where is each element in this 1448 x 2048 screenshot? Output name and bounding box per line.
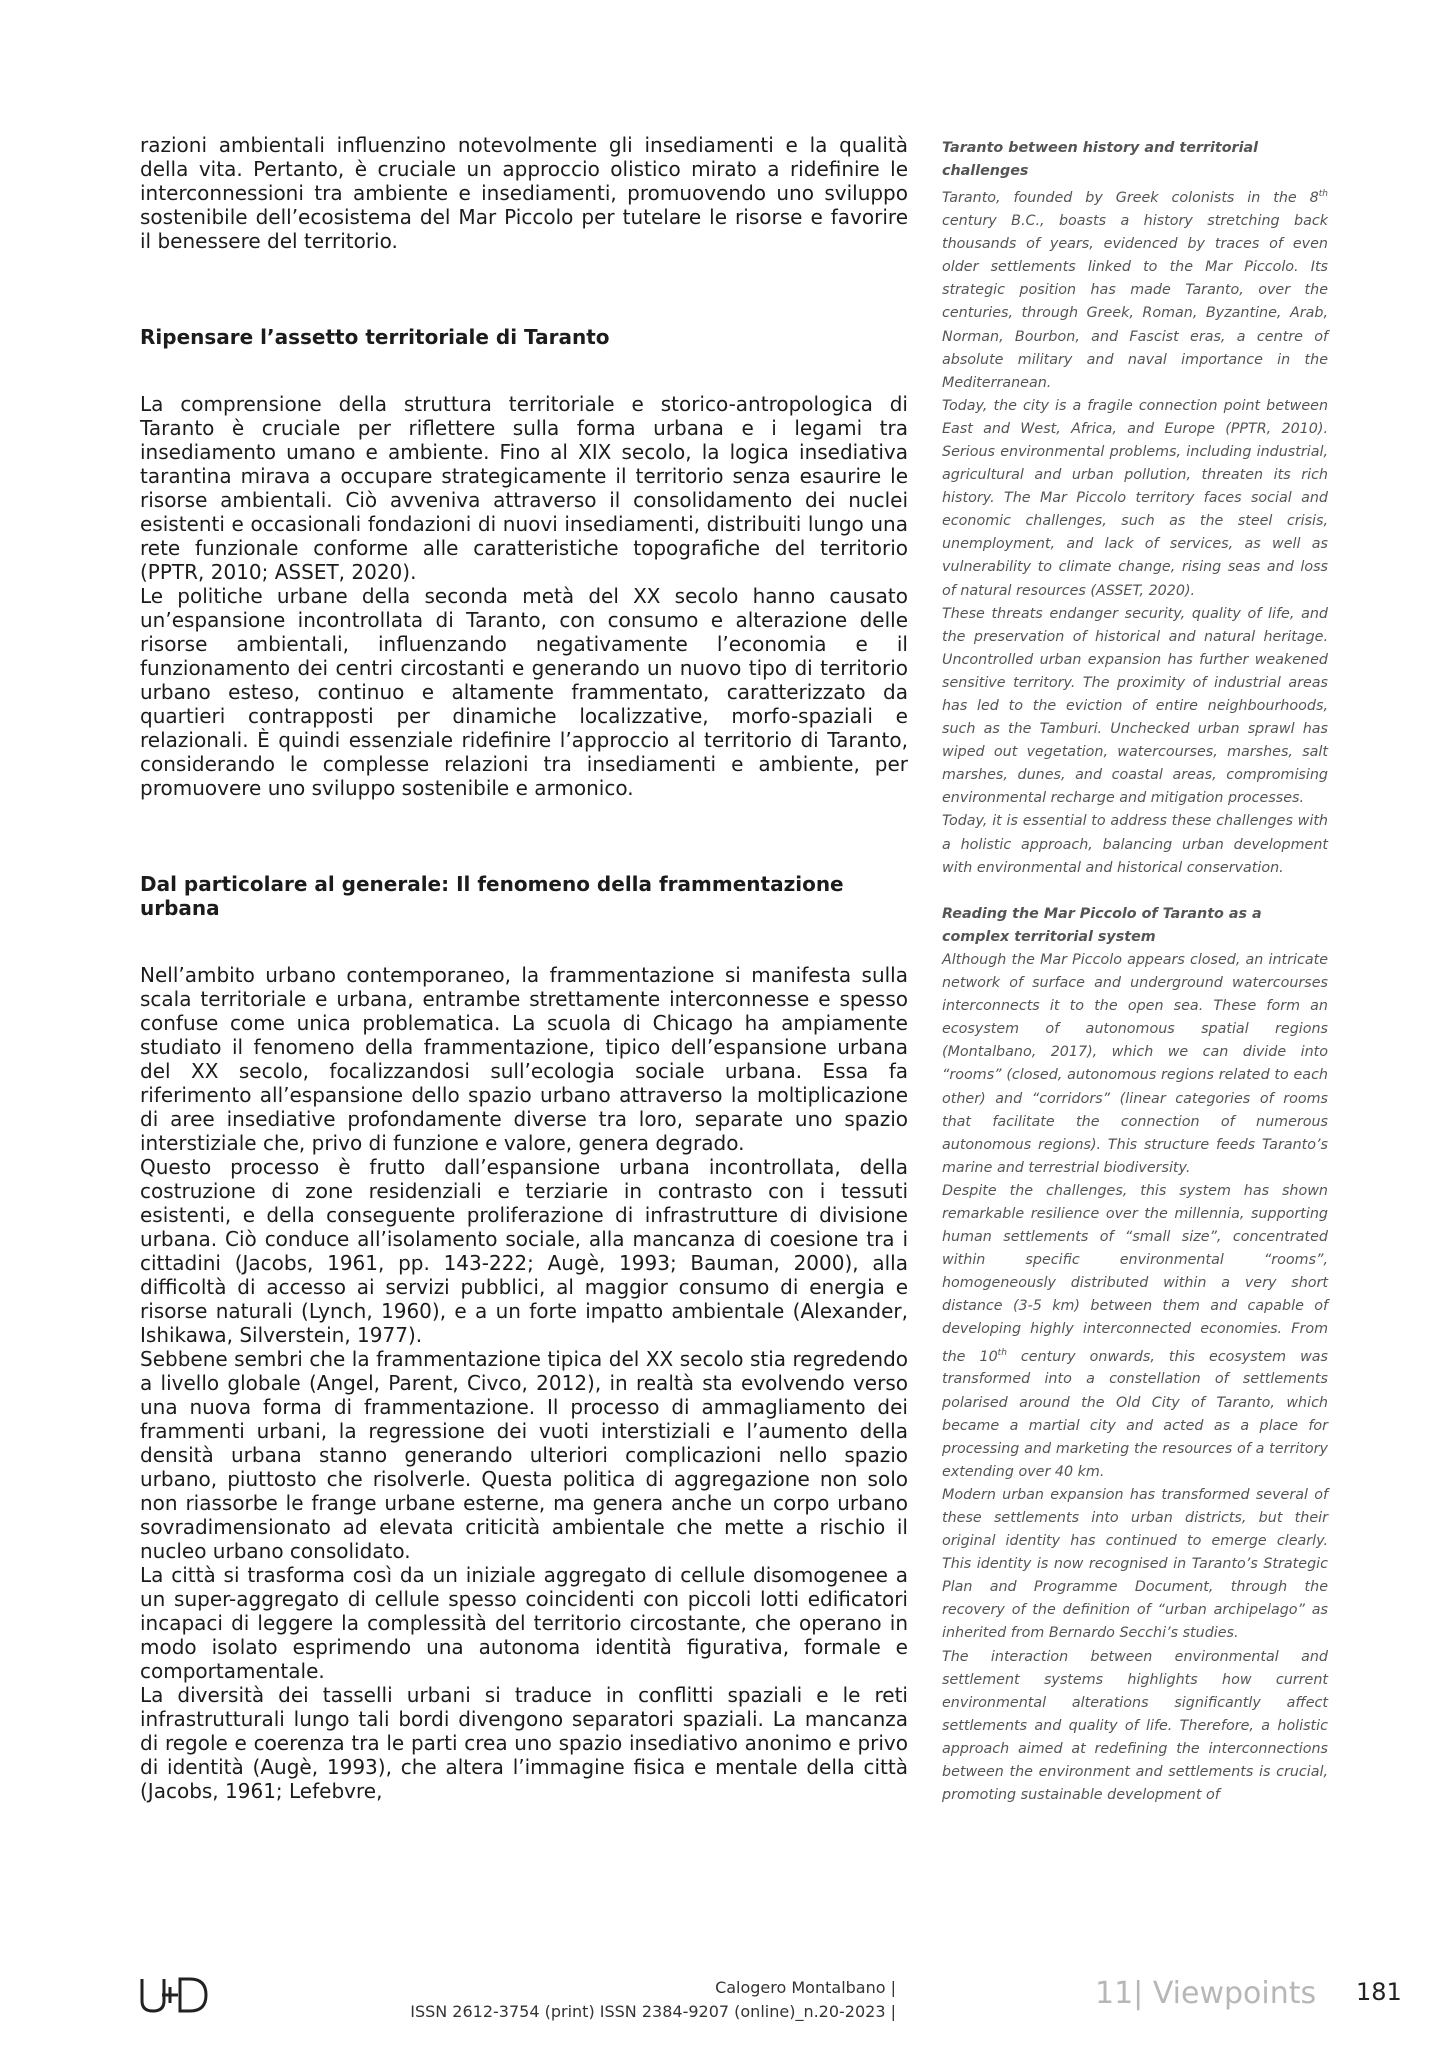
side-paragraph: The interaction between environmental and settlement systems highlights how current environmental alterations significantly affect settlements and quality of life. Therefore, a holistic approach aimed at redefining the interconnections between the environment and settlements is crucial, promoting sustainable development of xyxy=(942,1648,1328,1804)
side-heading-mar-piccolo: Reading the Mar Piccolo of Taranto as a complex territorial system xyxy=(942,905,1262,945)
footer-author: Calogero Montalbano | xyxy=(715,1978,896,1997)
side-column-english xyxy=(942,137,1328,1807)
main-paragraph: La comprensione della struttura territoriale e storico-antropologica di Taranto è cruciale per riflettere sulla forma urbana e i legami tra insediamento umano e ambiente. Fino al XIX secolo, la logica insediativa tarantina mirava a occupare strategicamente il territorio senza esaurire le risorse ambientali. Ciò avveniva attraverso il consolidamento dei nuclei esistenti e occasionali fondazioni di nuovi insediamenti, distribuiti lungo una rete funzionale conforme alle caratteristiche topografiche del territorio (PPTR, 2010; ASSET, 2020). xyxy=(140,392,908,584)
main-paragraph: Nell’ambito urbano contemporaneo, la frammentazione si manifesta sulla scala territoriale e urbana, entrambe strettamente interconnesse e spesso confuse come unica problematica. La scuola di Chicago ha ampiamente studiato il fenomeno della frammentazione, tipico dell’espansione urbana del XX secolo, focalizzandosi sull’ecologia sociale urbana. Essa fa riferimento all’espansione dello spazio urbano attraverso la moltiplicazione di aree insediative profondamente diverse tra loro, separate uno spazio interstiziale che, privo di funzione e valore, genera degrado. xyxy=(140,963,908,1155)
footer-citation xyxy=(410,1976,896,2024)
main-paragraph: Le politiche urbane della seconda metà del XX secolo hanno causato un’espansione incontrollata di Taranto, con consumo e alterazione delle risorse ambientali, influenzando negativamente l’economia e il funzionamento dei centri circostanti e generando un nuovo tipo di territorio urbano esteso, continuo e altamente frammentato, caratterizzato da quartieri contrapposti per dinamiche localizzative, morfo-spaziali e relazionali. È quindi essenziale ridefinire l’approccio al territorio di Taranto, considerando le complesse relazioni tra insediamenti e ambiente, per promuovere uno sviluppo sostenibile e armonico. xyxy=(140,584,908,800)
side-heading-history: Taranto between history and territorial challenges xyxy=(942,140,1259,180)
ud-logo-mark xyxy=(140,1975,220,2015)
ordinal-superscript: th xyxy=(1318,189,1328,200)
side-paragraph: Although the Mar Piccolo appears closed, an intricate network of surface and underground watercourses interconnects it to the open sea. These form an ecosystem of autonomous spatial regions (Montalbano, 2017), which we can divide into “rooms” (closed, autonomous regions related to each other) and “corridors” (linear categories of rooms that facilitate the connection of numerous autonomous regions). This structure feeds Taranto’s marine and terrestrial biodiversity. xyxy=(942,951,1328,1176)
main-heading-territorial: Ripensare l’assetto territoriale di Taranto xyxy=(140,325,610,349)
ordinal-superscript: th xyxy=(997,1347,1007,1358)
main-paragraph: Questo processo è frutto dall’espansione urbana incontrollata, della costruzione di zone residenziali e terziarie in contrasto con i tessuti esistenti, e della conseguente proliferazione di infrastrutture di divisione urbana. Ciò conduce all’isolamento sociale, alla mancanza di coesione tra i cittadini (Jacobs, 1961, pp. 143-222; Augè, 1993; Bauman, 2000), alla difficoltà di accesso ai servizi pubblici, al maggior consumo di energia e risorse naturali (Lynch, 1960), e a un forte impatto ambientale (Alexander, Ishikawa, Silverstein, 1977). xyxy=(140,1155,908,1347)
main-column xyxy=(140,133,908,1803)
side-paragraph: Today, it is essential to address these challenges with a holistic approach, balancing urban development with environmental and historical conservation. xyxy=(942,813,1328,876)
footer-section-label: 11| Viewpoints xyxy=(1095,1976,1317,2011)
side-paragraph-resilience: Despite the challenges, this system has shown remarkable resilience over the millennia, supporting human settlements of “small size”, concentrated within specific environmental “rooms”, homogeneously distributed within a very short distance (3-5 km) between them and capable of developing highly interconnected economies. From the 10th century onwards, this ecosystem was transformed into a constellation of settlements polarised around the Old City of Taranto, which became a martial city and acted as a place for processing and marketing the resources of a territory extending over 40 km. xyxy=(942,1182,1328,1480)
main-paragraph: La diversità dei tasselli urbani si traduce in conflitti spaziali e le reti infrastrutturali lungo tali bordi divengono separatori spaziali. La mancanza di regole e coerenza tra le parti crea uno spazio insediativo anonimo e privo di identità (Augè, 1993), che altera l’immagine fisica e mentale della città (Jacobs, 1961; Lefebvre, xyxy=(140,1683,908,1803)
page-number: 181 xyxy=(1356,1978,1402,2006)
side-paragraph-founding: Taranto, founded by Greek colonists in the 8th century B.C., boasts a history stretching back thousands of years, evidenced by traces of even older settlements linked to the Mar Piccolo. Its strategic position has made Taranto, over the centuries, through Greek, Roman, Byzantine, Arab, Norman, Bourbon, and Fascist eras, a centre of absolute military and naval importance in the Mediterranean. xyxy=(942,189,1328,391)
ud-logo xyxy=(140,1975,220,2015)
side-paragraph: Modern urban expansion has transformed several of these settlements into urban districts, but their original identity has continued to emerge clearly. This identity is now recognised in Taranto’s Strategic Plan and Programme Document, through the recovery of the definition of “urban archipelago” as inherited from Bernardo Secchi’s studies. xyxy=(942,1486,1328,1642)
side-paragraph: These threats endanger security, quality of life, and the preservation of historical and natural heritage. Uncontrolled urban expansion has further weakened sensitive territory. The proximity of industrial areas has led to the eviction of entire neighbourhoods, such as the Tamburi. Unchecked urban sprawl has wiped out vegetation, watercourses, marshes, salt marshes, dunes, and coastal areas, compromising environmental recharge and mitigation processes. xyxy=(942,605,1328,807)
side-paragraph: Today, the city is a fragile connection point between East and West, Africa, and Europe (PPTR, 2010). Serious environmental problems, including industrial, agricultural and urban pollution, threaten its rich history. The Mar Piccolo territory faces social and economic challenges, such as the steel crisis, unemployment, and lack of services, as well as vulnerability to climate change, rising seas and loss of natural resources (ASSET, 2020). xyxy=(942,397,1328,599)
main-intro-paragraph: razioni ambientali influenzino notevolmente gli insediamenti e la qualità della vita. Pertanto, è cruciale un approccio olistico mirato a ridefinire le interconnessioni tra ambiente e insediamenti, promuovendo uno sviluppo sostenibile dell’ecosistema del Mar Piccolo per tutelare le risorse e favorire il benessere del territorio. xyxy=(140,133,908,253)
main-paragraph: Sebbene sembri che la frammentazione tipica del XX secolo stia regredendo a livello globale (Angel, Parent, Civco, 2012), in realtà sta evolvendo verso una nuova forma di frammentazione. Il processo di ammagliamento dei frammenti urbani, la regressione dei vuoti interstiziali e l’aumento della densità urbana stanno generando ulteriori complicazioni nello spazio urbano, piuttosto che risolverle. Questa politica di aggregazione non solo non riassorbe le frange urbane esterne, ma genera anche un corpo urbano sovradimensionato ad elevata criticità ambientale che mette a rischio il nucleo urbano consolidato. xyxy=(140,1347,908,1563)
main-paragraph: La città si trasforma così da un iniziale aggregato di cellule disomogenee a un super-aggregato di cellule spesso coincidenti con piccoli lotti edificatori incapaci di leggere la complessità del territorio circostante, che operano in modo isolato esprimendo una autonoma identità figurativa, formale e comportamentale. xyxy=(140,1563,908,1683)
footer-issn: ISSN 2612-3754 (print) ISSN 2384-9207 (online)_n.20-2023 | xyxy=(410,2002,896,2021)
main-heading-fragmentation: Dal particolare al generale: Il fenomeno della frammentazione urbana xyxy=(140,872,844,920)
